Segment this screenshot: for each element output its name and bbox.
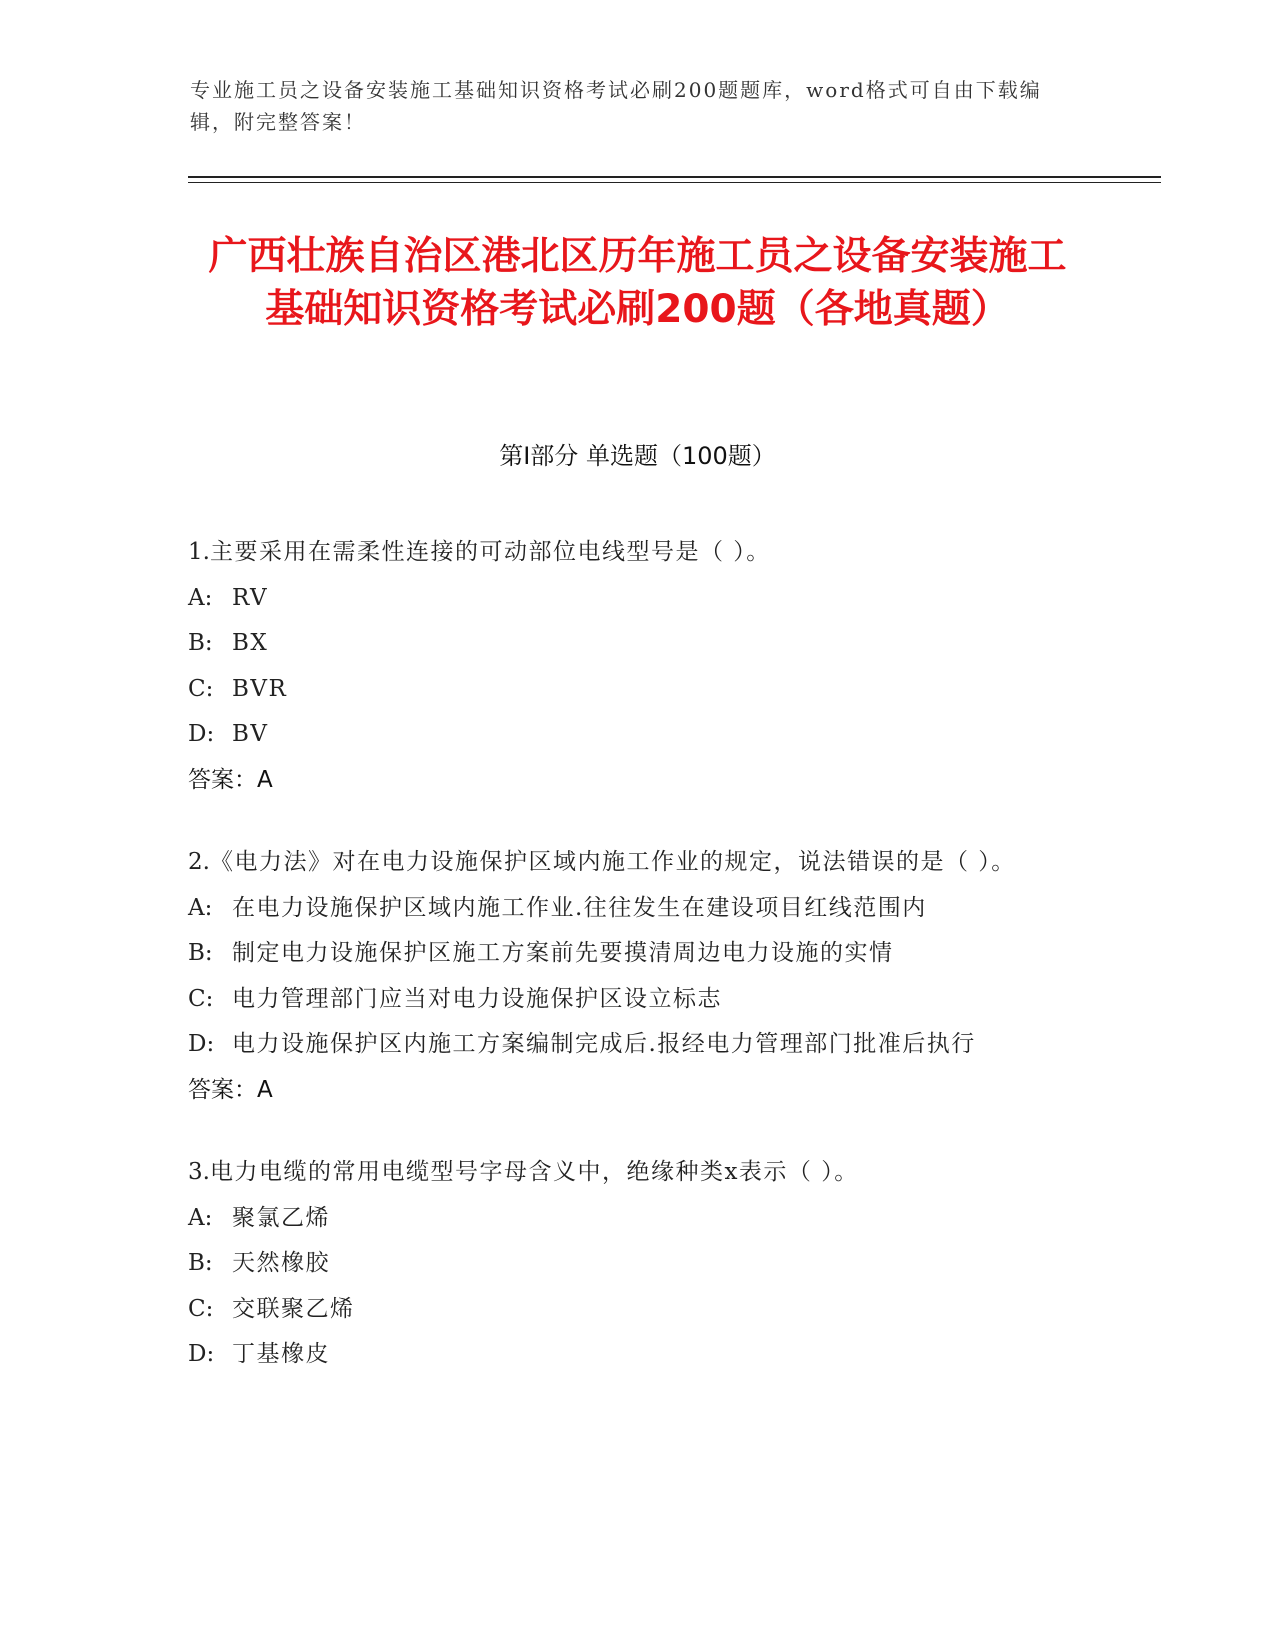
question-3 xyxy=(188,1150,1068,1378)
option-key: A: xyxy=(188,584,213,611)
question-stem xyxy=(188,840,1068,886)
option-text: 交联聚乙烯 xyxy=(232,1295,355,1322)
document-title: 广西壮族自治区港北区历年施工员之设备安装施工基础知识资格考试必刷200题（各地真题） xyxy=(208,234,1067,332)
question-text: 主要采用在需柔性连接的可动部位电线型号是（ ）。 xyxy=(209,539,771,565)
option-key: D: xyxy=(188,1031,215,1057)
question-text: 《电力法》对在电力设施保护区域内施工作业的规定，说法错误的是（ ）。 xyxy=(209,849,1016,875)
option-key: A: xyxy=(188,894,213,921)
question-1 xyxy=(188,530,1068,803)
question-2 xyxy=(188,840,1068,1113)
option-key: D: xyxy=(188,1341,215,1367)
option-key: C: xyxy=(188,1295,214,1322)
answer-label: 答案： xyxy=(188,1076,257,1103)
question-list xyxy=(188,530,1068,1415)
answer-line xyxy=(188,1068,1068,1114)
answer-line xyxy=(188,758,1068,804)
option-b xyxy=(188,931,1068,977)
option-key: A: xyxy=(188,1204,213,1231)
option-text: BV xyxy=(232,721,269,747)
answer-value: A xyxy=(257,1076,273,1103)
option-c xyxy=(188,667,1068,713)
option-text: 电力管理部门应当对电力设施保护区设立标志 xyxy=(232,985,722,1012)
question-number: 2. xyxy=(188,849,210,875)
option-key: C: xyxy=(188,985,214,1012)
answer-value: A xyxy=(257,766,273,793)
option-c xyxy=(188,1287,1068,1333)
option-key: D: xyxy=(188,721,215,747)
option-text: 制定电力设施保护区施工方案前先要摸清周边电力设施的实情 xyxy=(232,940,894,966)
option-text: RV xyxy=(232,584,269,611)
option-text: BX xyxy=(232,630,269,656)
option-b xyxy=(188,1241,1068,1287)
option-c xyxy=(188,977,1068,1023)
option-d xyxy=(188,712,1068,758)
option-key: B: xyxy=(188,1250,213,1276)
option-key: C: xyxy=(188,675,214,702)
option-a xyxy=(188,886,1068,932)
option-d xyxy=(188,1332,1068,1378)
question-stem xyxy=(188,530,1068,576)
option-key: B: xyxy=(188,940,213,966)
header-divider-thin xyxy=(188,182,1161,183)
header-note: 专业施工员之设备安装施工基础知识资格考试必刷200题题库，word格式可自由下载编辑，附完整答案！ xyxy=(190,78,1042,134)
option-a xyxy=(188,1196,1068,1242)
option-key: B: xyxy=(188,630,213,656)
option-text: 丁基橡皮 xyxy=(232,1341,330,1367)
header-divider-thick xyxy=(188,176,1161,178)
question-number: 1. xyxy=(188,539,210,565)
option-b xyxy=(188,621,1068,667)
option-text: 聚氯乙烯 xyxy=(232,1204,330,1231)
option-text: 电力设施保护区内施工方案编制完成后.报经电力管理部门批准后执行 xyxy=(232,1031,976,1057)
option-text: 在电力设施保护区域内施工作业.往往发生在建设项目红线范围内 xyxy=(232,894,927,921)
option-text: BVR xyxy=(232,675,288,702)
option-a xyxy=(188,576,1068,622)
question-text: 电力电缆的常用电缆型号字母含义中，绝缘种类x表示（ ）。 xyxy=(209,1159,859,1185)
question-stem xyxy=(188,1150,1068,1196)
answer-label: 答案： xyxy=(188,766,257,793)
option-text: 天然橡胶 xyxy=(232,1250,330,1276)
question-number: 3. xyxy=(188,1159,210,1185)
section-heading: 第I部分 单选题（100题） xyxy=(499,442,776,470)
option-d xyxy=(188,1022,1068,1068)
